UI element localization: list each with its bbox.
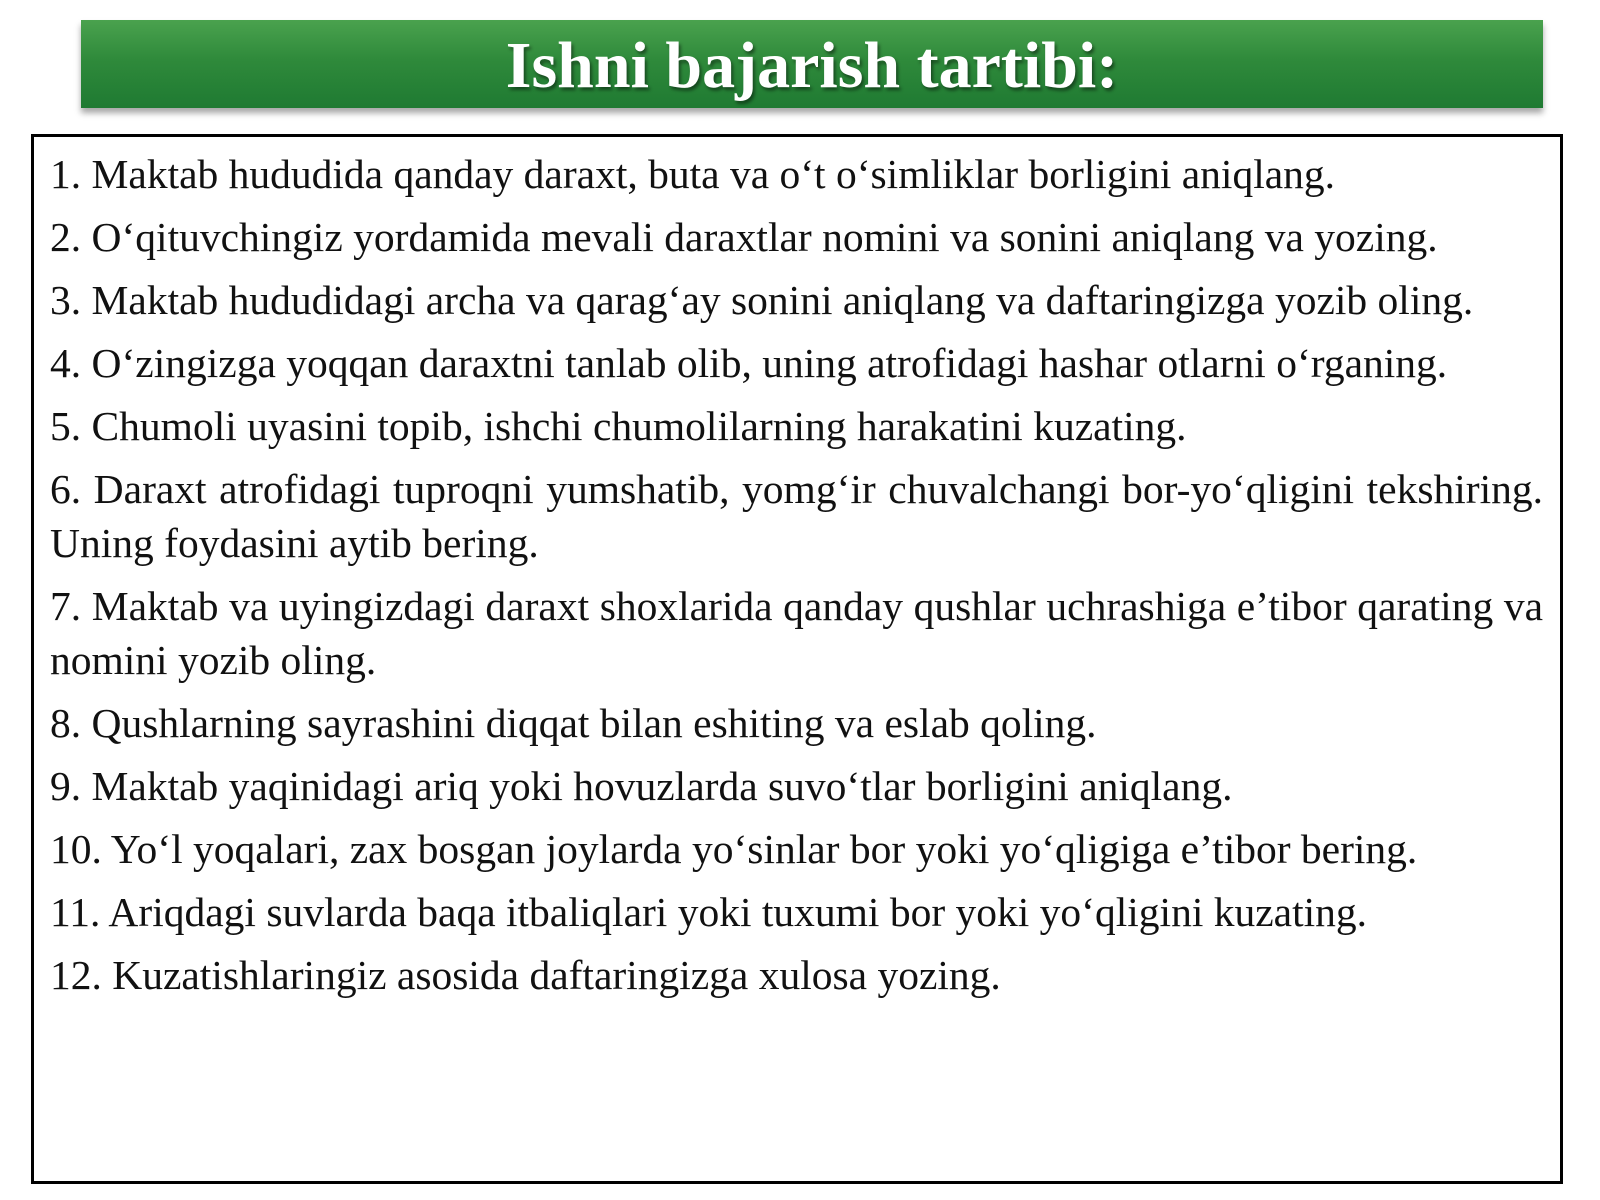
step-item-12: 12. Kuzatishlaringiz asosida daftaringizga xulosa yozing. — [50, 952, 1001, 998]
page-title: Ishni bajarish tartibi: — [505, 29, 1119, 102]
step-item-8: 8. Qushlarning sayrashini diqqat bilan eshiting va eslab qoling. — [50, 700, 1097, 746]
title-banner — [81, 20, 1543, 108]
steps-list — [50, 147, 1543, 1002]
step-item-10: 10. Yo‘l yoqalari, zax bosgan joylarda yo‘sinlar bor yoki yo‘qligiga e’tibor bering. — [50, 826, 1418, 872]
step-item-11: 11. Ariqdagi suvlarda baqa itbaliqlari yoki tuxumi bor yoki yo‘qligini kuzating. — [50, 889, 1368, 935]
step-item-2: 2. O‘qituvchingiz yordamida mevali daraxtlar nomini va sonini aniqlang va yozing. — [50, 214, 1438, 260]
step-item-9: 9. Maktab yaqinidagi ariq yoki hovuzlarda suvo‘tlar borligini aniqlang. — [50, 763, 1233, 809]
step-item-7: 7. Maktab va uyingizdagi daraxt shoxlarida qanday qushlar uchrashiga e’tibor qarating va nomini yozib oling. — [50, 583, 1543, 683]
step-item-5: 5. Chumoli uyasini topib, ishchi chumolilarning harakatini kuzating. — [50, 403, 1187, 449]
step-item-4: 4. O‘zingizga yoqqan daraxtni tanlab olib, uning atrofidagi hashar otlarni o‘rganing. — [50, 340, 1448, 386]
steps-box — [31, 134, 1563, 1184]
step-item-6: 6. Daraxt atrofidagi tuproqni yumshatib, yomg‘ir chuvalchangi bor-yo‘qligini tekshiring. Uning foydasini aytib bering. — [50, 466, 1543, 566]
step-item-1: 1. Maktab hududida qanday daraxt, buta va o‘t o‘simliklar borligini aniqlang. — [50, 151, 1336, 197]
step-item-3: 3. Maktab hududidagi archa va qarag‘ay sonini aniqlang va daftaringizga yozib oling. — [50, 277, 1474, 323]
